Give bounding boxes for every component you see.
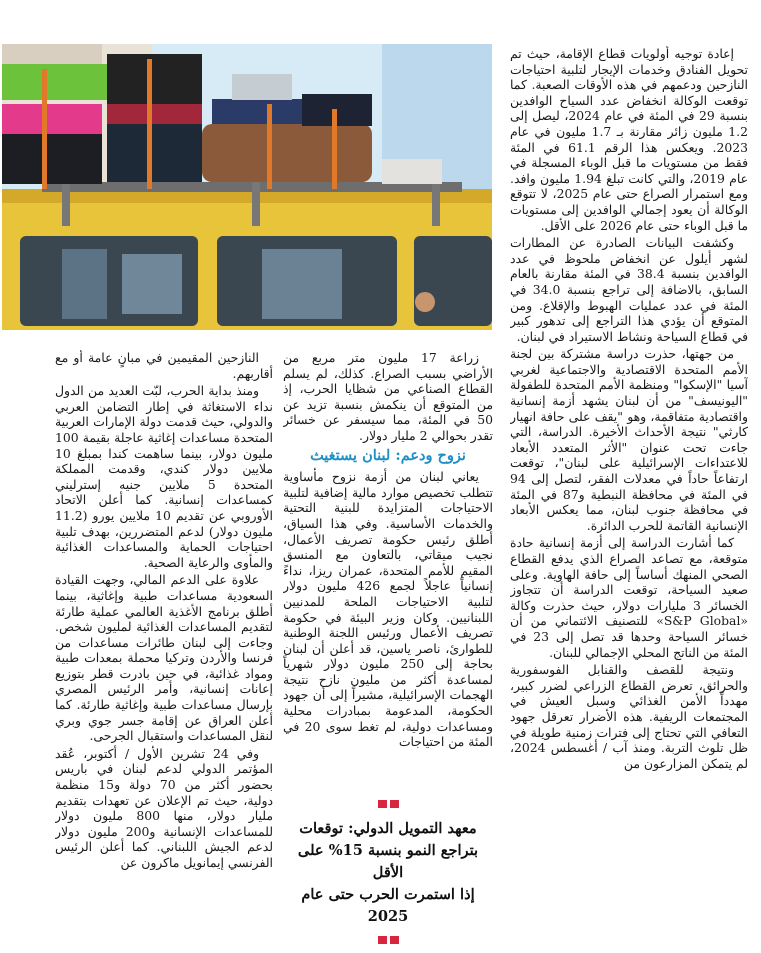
pull-quote-marks-bottom	[283, 936, 493, 944]
pull-quote-marks-top	[283, 800, 493, 808]
paragraph: ونتيجة للقصف والقنابل الفوسفورية والحرائق، تعرض القطاع الزراعي لضرر كبير، مهدداً الأمن الغذائي وسبل العيش في المجتمعات الريفية. هذه الأضرار تعرقل جهود التعافي التي تحتاج إلى فترات زمنية طويلة في ظل تلوث التربة. ومنذ آب / أغسطس 2024، لم يتمكن المزارعون من	[510, 662, 748, 771]
pull-quote-line: معهد التمويل الدولي: توقعات	[299, 820, 477, 837]
paragraph: زراعة 17 مليون متر مربع من الأراضي بسبب الصراع. كذلك، لم يسلم القطاع الصناعي من شظايا الحرب، إذ من المتوقع أن ينكمش بنسبة تزيد عن 50 في المئة، مما سيسفر عن خسائر تقدر بحوالي 2 مليار دولار.	[283, 350, 493, 443]
paragraph: يعاني لبنان من أزمة نزوح مأساوية تتطلب تخصيص موارد مالية إضافية لتلبية الاحتياجات المتزايدة للبنية التحتية والخدمات الأساسية. وفي هذا السياق، أطلق رئيس حكومة تصريف الأعمال، نجيب ميقاتي، بالتعاون مع المنسق المقيم للأمم المتحدة، عمران ريزا، نداءً إنسانياً عاجلاً لجمع 426 مليون دولار لتلبية الاحتياجات الملحة للمدنيين اللبنانيين. وكان وزير البيئة في حكومة تصريف الأعمال ورئيس اللجنة الوطنية للطوارئ، ناصر ياسين، قد أعلن أن لبنان بحاجة إلى 250 مليون دولار شهرياً لمساعدة أكثر من مليون نازح نتيجة الهجمات الإسرائيلية، مشيراً إلى أن جهود الحكومة، المدعومة بمبادرات محلية ومساعدات دولية، لم تغط سوى 20 في المئة من احتياجات	[283, 469, 493, 750]
photo-displaced-vehicle	[2, 44, 492, 330]
vehicle-luggage-illustration	[2, 44, 492, 330]
paragraph: وكشفت البيانات الصادرة عن المطارات لشهر أيلول عن انخفاض ملحوظ في عدد الوافدين بنسبة 38.4 في المئة مقارنة بالعام السابق، بالاضافة إلى تراجع بنسبة 34.0 في المئة في عدد عمليات الهبوط والإقلاع. ومن المتوقع أن يؤدي هذا التراجع إلى تدهور كبير في قطاع السياحة ونشاط الاستيراد في لبنان.	[510, 235, 748, 344]
article-column-left	[55, 350, 273, 930]
paragraph: علاوة على الدعم المالي، وجهت القيادة السعودية مساعدات طبية وإغاثية، بينما أطلق برنامج الأغذية العالمي عملية طارئة لتقديم المساعدات الغذائية لمليون شخص. وجاءت إلى لبنان طائرات مساعدات من فرنسا والأردن وتركيا محملة بمعدات طبية ومواد غذائية، في حين بادرت قطر بتوزيع إعانات إنسانية، وأمر الرئيس المصري بإرسال مساعدات طبية وإغاثية طارئة. كما أعلن العراق عن إقامة جسر جوي وبري لنقل المساعدات واستقبال الجرحى.	[55, 572, 273, 744]
paragraph: ومنذ بداية الحرب، لبّت العديد من الدول نداء الاستغاثة في إطار التضامن العربي والدولي، حيث قدمت دولة الإمارات العربية المتحدة مساعدات إغاثية عاجلة بقيمة 100 مليون دولار، بينما ساهمت كندا بمبلغ 10 ملايين دولار كندي، وقدمت المملكة المتحدة 5 ملايين جنيه إسترليني كمساعدات إنسانية. كما أعلن الاتحاد الأوروبي عن تقديم 10 ملايين يورو (11.2 مليون دولار) لدعم المتضررين، بهدف تلبية احتياجات الحماية والمساعدات الغذائية والمأوى والرعاية الصحية.	[55, 383, 273, 570]
pull-quote-box	[283, 800, 493, 930]
paragraph: إعادة توجيه أولويات قطاع الإقامة، حيث تم تحويل الفنادق وخدمات الإيجار لتلبية احتياجات النازحين ودعمهم في هذه الأوقات الصعبة. كما توقعت الوكالة انخفاض عدد السياح الوافدين بنسبة 29 في المئة في عام 2024، ليصل إلى 1.2 مليون زائر مقارنة بـ 1.7 مليون في عام 2023. ويعكس هذا الرقم 61.1 في المئة فقط من مستويات ما قبل الوباء المسجلة في عام 2019، والتي كانت تبلغ 1.94 مليون وافد. ومع استمرار الصراع حتى عام 2025، لا تتوقع الوكالة أن يعود إجمالي الوافدين إلى مستويات ما قبل الوباء حتى عام 2026 على الأقل.	[510, 46, 748, 233]
article-column-right	[510, 46, 748, 926]
pull-quote-line: إذا استمرت الحرب حتى عام 2025	[301, 886, 475, 925]
pull-quote-line: بتراجع النمو بنسبة 15% على الأقل	[297, 842, 479, 881]
paragraph: كما أشارت الدراسة إلى أزمة إنسانية حادة متوقعة، مع تصاعد الصراع الذي يدفع القطاع الصحي المنهك أساساً إلى حافة الهاوية. وعلى صعيد السياحة، توقعت الدراسة أن تتجاوز الخسائر 3 مليارات دولار، حيث حذرت وكالة «S&P Global» للتصنيف الائتماني من أن خسائر السياحة وحدها قد تصل إلى 23 في المئة من الناتج المحلي الإجمالي للبنان.	[510, 535, 748, 660]
paragraph: وفي 24 تشرين الأول / أكتوبر، عُقد المؤتمر الدولي لدعم لبنان في باريس بحضور أكثر من 70 دولة و15 منظمة دولية، حيث تم الإعلان عن تعهدات بتقديم مليار دولار، منها 800 مليون دولار للمساعدات الإنسانية و200 مليون دولار لدعم الجيش اللبناني. كما أعلن الرئيس الفرنسي إيمانويل ماكرون عن	[55, 745, 273, 870]
pull-quote-text	[283, 818, 493, 928]
article-column-middle	[283, 350, 493, 782]
section-subheading: نزوح ودعم: لبنان يستغيث	[310, 446, 466, 464]
paragraph: النازحين المقيمين في مبانٍ عامة أو مع أقاربهم.	[55, 350, 273, 381]
paragraph: من جهتها، حذرت دراسة مشتركة بين لجنة الأمم المتحدة الاقتصادية والاجتماعية لغربي آسيا "الإسكوا" ومنظمة الأمم المتحدة للطفولة "اليونيسف" من أن لبنان يشهد أزمة إنسانية واقتصادية متفاقمة، وهو "يقف على حافة انهيار كارثي" نتيجة الأحداث الأخيرة. الدراسة، التي جاءت تحت عنوان "الأثر المتعدد الأبعاد للاعتداءات الإسرائيلية على لبنان"، توقعت ارتفاعاً حاداً في معدلات الفقر، لتصل إلى 94 في المئة في محافظة النبطية و87 في المئة في محافظة جنوب لبنان، مما يعكس الأبعاد الإنسانية القاتمة للحرب الدائرة.	[510, 346, 748, 533]
